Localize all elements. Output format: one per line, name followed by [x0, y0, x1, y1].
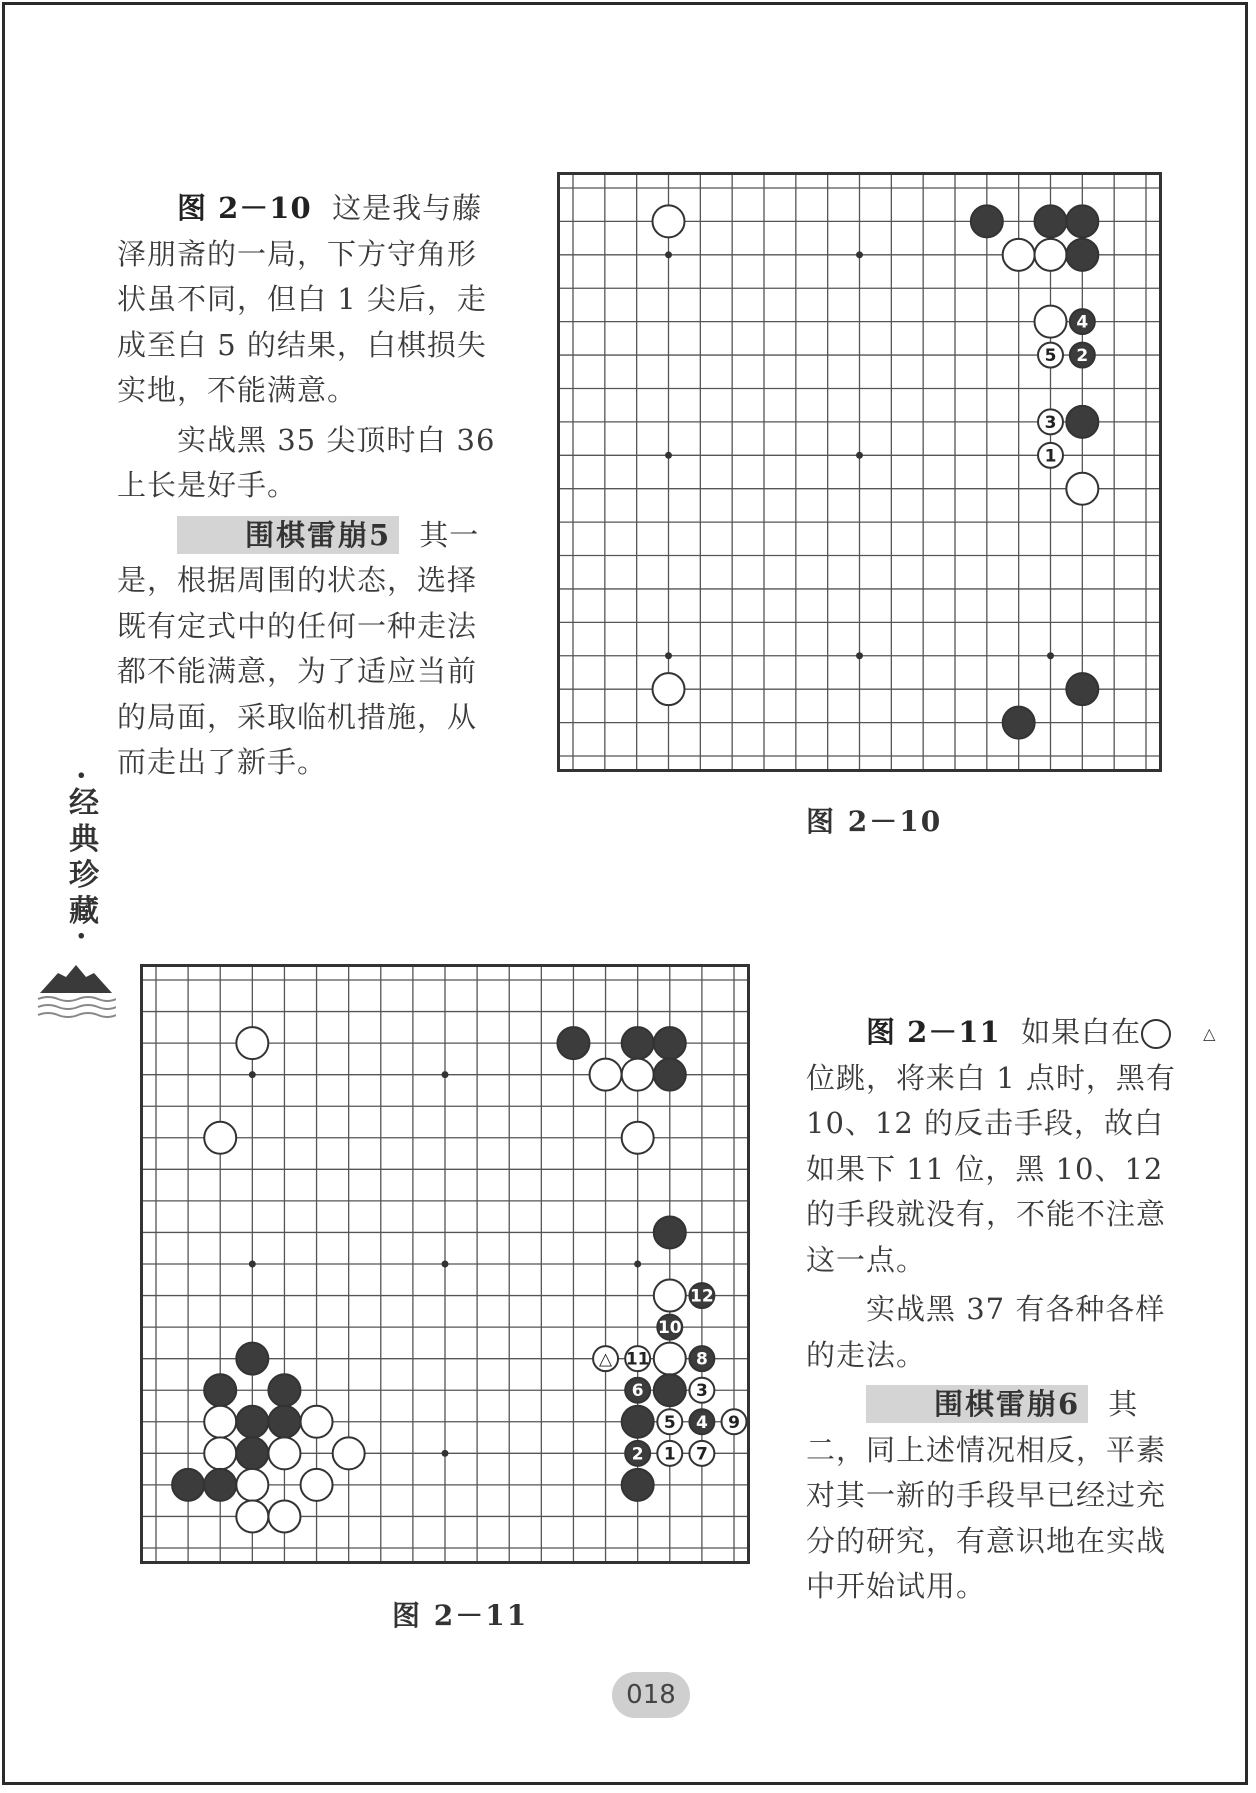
- white-stone: [301, 1406, 333, 1438]
- white-stone: [689, 1378, 714, 1403]
- black-stone: [1003, 707, 1035, 739]
- white-stone: [1035, 239, 1067, 271]
- triangle-marker-icon: △: [1141, 1019, 1171, 1049]
- stone-label: 1: [663, 1444, 676, 1465]
- white-stone: [1038, 443, 1063, 468]
- white-stone: [689, 1441, 714, 1466]
- white-stone: [1035, 306, 1067, 338]
- fig210-text: [117, 186, 505, 786]
- black-stone: [236, 1406, 268, 1438]
- star-point: [442, 1261, 449, 1268]
- fig210-paragraph-2: 实战黑 35 尖顶时白 36 上长是好手。: [117, 422, 496, 502]
- star-point: [856, 251, 863, 258]
- side-title: ·经典珍藏·: [63, 770, 98, 947]
- white-stone: [301, 1469, 333, 1501]
- star-point: [442, 1450, 449, 1457]
- fig210-paragraph-3: 其一是，根据周围的状态，选择既有定式中的任何一种走法都不能满意，为了适应当前的局面，采取临机措施，从而走出了新手。: [117, 517, 480, 779]
- stone-label: △: [599, 1349, 613, 1370]
- page-number: 018: [612, 1672, 690, 1718]
- stone-label: 6: [631, 1381, 644, 1402]
- white-stone: [622, 1059, 654, 1091]
- white-stone: [1066, 473, 1098, 505]
- stone-label: 7: [695, 1444, 708, 1465]
- white-stone: [236, 1469, 268, 1501]
- white-stone: [653, 673, 685, 705]
- white-stone: [204, 1437, 236, 1469]
- black-stone: [204, 1469, 236, 1501]
- black-stone: [236, 1437, 268, 1469]
- white-stone: [268, 1437, 300, 1469]
- stone-label: 4: [1076, 312, 1089, 333]
- star-point: [249, 1071, 256, 1078]
- black-stone: [654, 1059, 686, 1091]
- fig211-paragraph-1b: 位跳，将来白 1 点时，黑有 10、12 的反击手段，故白如果下 11 位，黑 10、12 的手段就没有，不能不注意这一点。: [806, 1060, 1176, 1277]
- white-stone: [722, 1409, 747, 1434]
- stone-label: 2: [631, 1444, 644, 1465]
- black-stone: [557, 1027, 589, 1059]
- black-stone: [622, 1027, 654, 1059]
- black-stone: [625, 1378, 650, 1403]
- white-stone: [654, 1343, 686, 1375]
- fig211-tag: 围棋雷崩6: [866, 1385, 1088, 1423]
- black-stone: [657, 1315, 682, 1340]
- star-point: [634, 1261, 641, 1268]
- white-stone: [333, 1437, 365, 1469]
- fig210-tag: 围棋雷崩5: [177, 516, 399, 554]
- stone-label: 1: [1044, 446, 1057, 467]
- black-stone: [1070, 343, 1095, 368]
- fig211-paragraph-2: 实战黑 37 有各种各样的走法。: [806, 1292, 1166, 1372]
- go-board-fig-2-10: [557, 172, 1162, 772]
- stone-label: 3: [1044, 412, 1057, 433]
- stone-label: 9: [728, 1412, 740, 1433]
- black-stone: [654, 1374, 686, 1406]
- black-stone: [268, 1374, 300, 1406]
- white-stone: [1038, 409, 1063, 434]
- black-stone: [689, 1346, 714, 1371]
- fig210-lead: 图 2－10: [177, 191, 312, 225]
- black-stone: [1066, 239, 1098, 271]
- black-stone: [1066, 205, 1098, 237]
- black-stone: [1066, 406, 1098, 438]
- white-stone: [590, 1059, 622, 1091]
- stone-label: 4: [695, 1412, 708, 1433]
- black-stone: [1070, 309, 1095, 334]
- black-stone: [654, 1027, 686, 1059]
- stone-label: 8: [695, 1349, 708, 1370]
- go-board-fig-2-11: [140, 964, 750, 1564]
- white-stone: [204, 1406, 236, 1438]
- white-stone: [1038, 343, 1063, 368]
- mountain-wave-icon: [36, 955, 116, 1025]
- black-stone: [1066, 673, 1098, 705]
- black-stone: [622, 1406, 654, 1438]
- white-stone: [625, 1346, 650, 1371]
- star-point: [665, 452, 672, 459]
- stone-label: 2: [1076, 346, 1089, 367]
- star-point: [249, 1261, 256, 1268]
- side-ornament: [36, 770, 116, 1029]
- stone-label: 5: [1044, 346, 1057, 367]
- black-stone: [625, 1441, 650, 1466]
- star-point: [442, 1071, 449, 1078]
- star-point: [856, 652, 863, 659]
- fig211-paragraph-3: 其二，同上述情况相反，平素对其一新的手段早已经过充分的研究，有意识地在实战中开始试用。: [806, 1387, 1167, 1603]
- white-stone: [593, 1346, 618, 1371]
- star-point: [665, 652, 672, 659]
- white-stone: [236, 1500, 268, 1532]
- stone-label: 5: [663, 1412, 676, 1433]
- star-point: [1047, 652, 1054, 659]
- black-stone: [204, 1374, 236, 1406]
- fig211-text: [806, 1010, 1217, 1610]
- fig210-caption: 图 2－10: [806, 805, 943, 838]
- fig211-lead: 图 2－11: [866, 1015, 1001, 1049]
- black-stone: [689, 1283, 714, 1308]
- fig211-caption: 图 2－11: [392, 1599, 529, 1632]
- white-stone: [657, 1409, 682, 1434]
- stone-label: 12: [690, 1286, 714, 1307]
- black-stone: [971, 205, 1003, 237]
- black-stone: [236, 1343, 268, 1375]
- fig211-paragraph-1a: 如果白在: [1021, 1015, 1142, 1049]
- black-stone: [689, 1409, 714, 1434]
- black-stone: [268, 1406, 300, 1438]
- black-stone: [622, 1469, 654, 1501]
- black-stone: [1035, 205, 1067, 237]
- white-stone: [1003, 239, 1035, 271]
- fig210-paragraph-1: 这是我与藤泽朋斋的一局，下方守角形状虽不同，但白 1 尖后，走成至白 5 的结果，白棋损失实地，不能满意。: [117, 191, 487, 407]
- white-stone: [654, 1280, 686, 1312]
- black-stone: [654, 1216, 686, 1248]
- white-stone: [204, 1122, 236, 1154]
- stone-label: 11: [625, 1349, 650, 1370]
- white-stone: [653, 205, 685, 237]
- stone-label: 10: [657, 1318, 682, 1339]
- star-point: [856, 452, 863, 459]
- white-stone: [236, 1027, 268, 1059]
- white-stone: [657, 1441, 682, 1466]
- white-stone: [622, 1122, 654, 1154]
- star-point: [665, 251, 672, 258]
- black-stone: [172, 1469, 204, 1501]
- stone-label: 3: [695, 1381, 708, 1402]
- white-stone: [268, 1500, 300, 1532]
